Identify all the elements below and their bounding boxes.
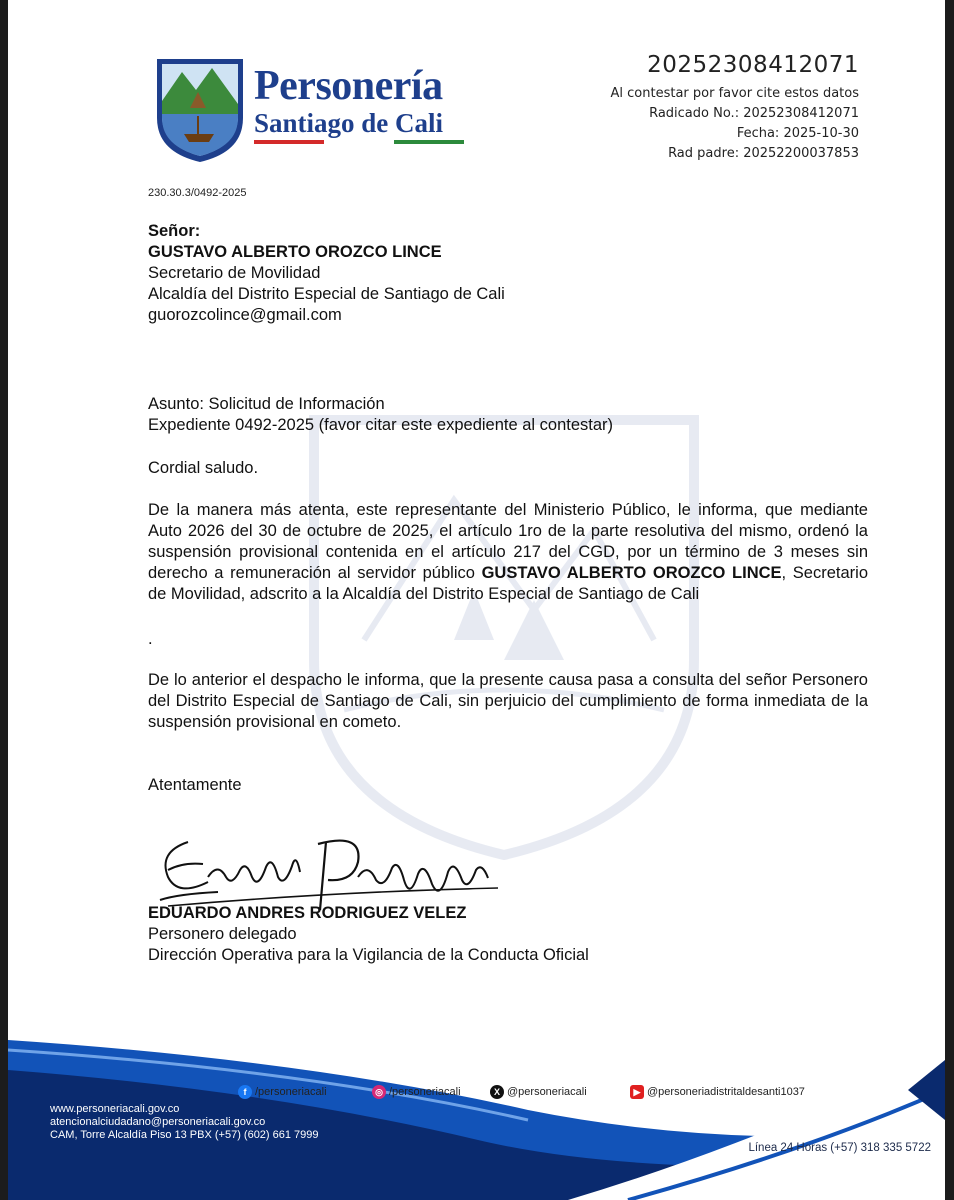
contact-email[interactable]: atencionalciudadano@personeriacali.gov.co bbox=[50, 1116, 266, 1128]
radicado-number: 20252308412071 bbox=[647, 52, 859, 78]
x-link[interactable] bbox=[490, 1085, 587, 1099]
cite-note: Al contestar por favor cite estos datos bbox=[610, 86, 859, 101]
signer-block bbox=[148, 903, 868, 966]
stray-dot: . bbox=[148, 630, 153, 648]
paragraph-2: De lo anterior el despacho le informa, que la presente causa pasa a consulta del señor Personero del Distrito Especial de Santiago de Cali, sin perjuicio del cumplimiento de forma inmediata de la suspensión provisional en cometo. bbox=[148, 671, 868, 731]
greeting: Cordial saludo. bbox=[148, 459, 259, 477]
addressee-position: Secretario de Movilidad bbox=[148, 264, 321, 282]
addressee-block bbox=[148, 221, 868, 326]
paragraph-1 bbox=[148, 500, 868, 605]
hotline: Línea 24 Horas (+57) 318 335 5722 bbox=[748, 1142, 931, 1154]
salutation: Señor: bbox=[148, 222, 201, 240]
signer-office: Dirección Operativa para la Vigilancia de la Conducta Oficial bbox=[148, 946, 589, 964]
logo-subtitle: Santiago de Cali bbox=[254, 108, 444, 138]
subject-block bbox=[148, 394, 868, 436]
signer-name: EDUARDO ANDRES RODRIGUEZ VELEZ bbox=[148, 904, 467, 922]
paragraph-1-text: De la manera más atenta, este representante del Ministerio Público, le informa, que mediante Auto 2026 del 30 de octubre de 2025, el artículo 1ro de la parte resolutiva del mismo, ordenó la suspensión provisional contenida en el artículo 217 del CGD, por un término de 3 meses sin derecho a remuneración al servidor público bbox=[148, 501, 868, 582]
logo-title: Personería bbox=[254, 63, 443, 109]
reference-code: 230.30.3/0492-2025 bbox=[148, 187, 247, 199]
x-icon: X bbox=[490, 1085, 504, 1099]
x-handle: @personeriacali bbox=[507, 1086, 587, 1098]
paragraph-1-tail: , Secretario de Movilidad, adscrito a la Alcaldía del Distrito Especial de Santiago de Cali bbox=[148, 564, 868, 603]
facebook-link[interactable] bbox=[238, 1085, 327, 1099]
website-link[interactable]: www.personeriacali.gov.co bbox=[50, 1103, 180, 1115]
cali-shield-icon bbox=[154, 56, 246, 164]
radicado-line: Radicado No.: 20252308412071 bbox=[649, 106, 859, 121]
subject-line: Asunto: Solicitud de Información bbox=[148, 395, 385, 413]
signer-title: Personero delegado bbox=[148, 925, 297, 943]
facebook-handle: /personeriacali bbox=[255, 1086, 327, 1098]
flag-stripe bbox=[254, 140, 464, 144]
instagram-link[interactable] bbox=[372, 1085, 461, 1099]
addressee-email: guorozcolince@gmail.com bbox=[148, 306, 342, 324]
addressee-entity: Alcaldía del Distrito Especial de Santiago de Cali bbox=[148, 285, 505, 303]
closing: Atentamente bbox=[148, 776, 242, 794]
rad-padre-line: Rad padre: 20252200037853 bbox=[668, 146, 859, 161]
addressee-name: GUSTAVO ALBERTO OROZCO LINCE bbox=[148, 243, 442, 261]
radicado-block bbox=[611, 52, 860, 164]
expediente-line: Expediente 0492-2025 (favor citar este expediente al contestar) bbox=[148, 416, 614, 434]
fecha-line: Fecha: 2025-10-30 bbox=[736, 126, 859, 141]
facebook-icon: f bbox=[238, 1085, 252, 1099]
instagram-icon: ◎ bbox=[372, 1085, 386, 1099]
youtube-link[interactable] bbox=[630, 1085, 805, 1099]
letter-page bbox=[8, 0, 945, 1200]
contact-info bbox=[50, 1103, 319, 1142]
youtube-handle: @personeriadistritaldesanti1037 bbox=[647, 1086, 805, 1098]
personeria-logo bbox=[154, 56, 474, 166]
instagram-handle: /personeriacali bbox=[389, 1086, 461, 1098]
paragraph-1-bold-name: GUSTAVO ALBERTO OROZCO LINCE bbox=[481, 564, 782, 582]
handwritten-signature bbox=[148, 822, 518, 914]
youtube-icon: ▶ bbox=[630, 1085, 644, 1099]
contact-address: CAM, Torre Alcaldía Piso 13 PBX (+57) (602) 661 7999 bbox=[50, 1129, 319, 1141]
